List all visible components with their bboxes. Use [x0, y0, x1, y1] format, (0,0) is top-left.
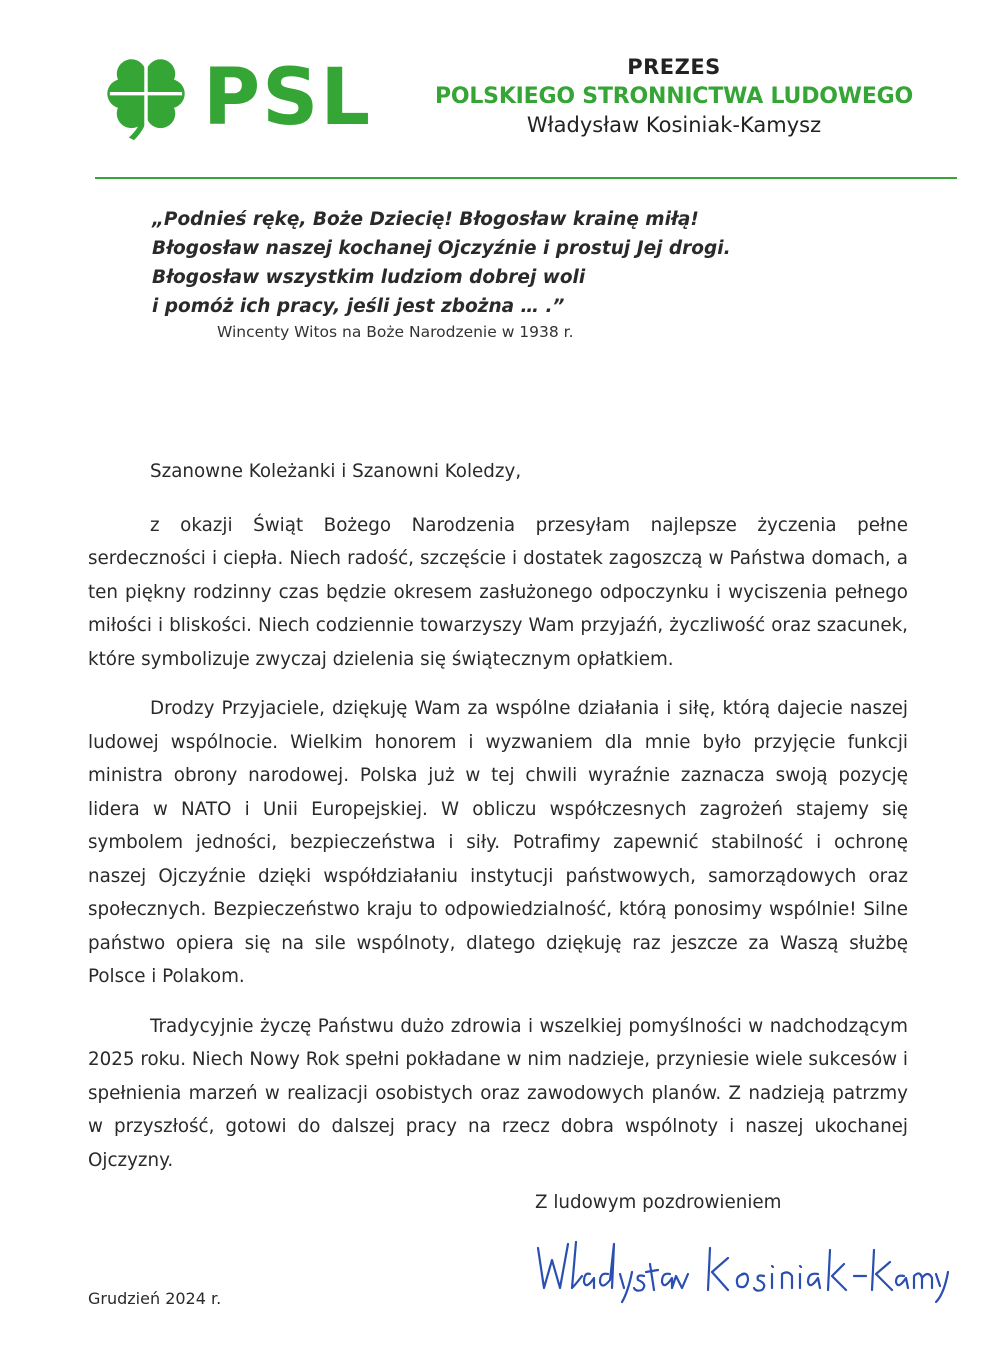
- greeting: Szanowne Koleżanki i Szanowni Koledzy,: [150, 461, 522, 482]
- clover-icon: [103, 55, 189, 141]
- letter-body: [88, 455, 908, 1193]
- title-name: Władysław Kosiniak-Kamysz: [526, 113, 822, 137]
- paragraph: Tradycyjnie życzę Państwu dużo zdrowia i wszelkiej pomyślności w nadchodzącym 2025 roku. Niech Nowy Rok spełni pokładane w nim nadzieje, przyniesie wiele sukcesów i spełnienia marzeń w realizacji osobistych oraz zawodowych planów. Z nadzieją patrzmy w przyszłość, gotowi do dalszej pracy na rzecz dobra wspólnoty i naszej ukochanej Ojczyzny.: [88, 1015, 908, 1171]
- quote-line: Błogosław naszej kochanej Ojczyźnie i prostuj Jej drogi.: [152, 238, 731, 259]
- title-party: POLSKIEGO STRONNICTWA LUDOWEGO: [434, 84, 914, 109]
- paragraph: z okazji Świąt Bożego Narodzenia przesyłam najlepsze życzenia pełne serdeczności i ciepła. Niech radość, szczęście i dostatek zagoszczą w Państwa domach, a ten piękny rodzinny czas będzie okresem zasłużonego odpoczynku i wyciszenia pełnego miłości i bliskości. Niech codziennie towarzyszy Wam przyjaźń, życzliwość oraz szacunek, które symbolizuje zwyczaj dzielenia się świątecznym opłatkiem.: [88, 514, 908, 670]
- logo-text: PSL: [203, 53, 373, 143]
- letterhead-title: [414, 55, 934, 137]
- epigraph-quote: [152, 205, 852, 341]
- header-divider: [95, 177, 957, 179]
- quote-attribution: Wincenty Witos na Boże Narodzenie w 1938 r.: [217, 323, 574, 341]
- quote-line: „Podnieś rękę, Boże Dziecię! Błogosław krainę miłą!: [152, 209, 699, 230]
- handwritten-signature: [532, 1230, 952, 1305]
- psl-logo: [103, 55, 372, 141]
- closing-salutation: Z ludowym pozdrowieniem: [535, 1192, 782, 1213]
- paragraph: Drodzy Przyjaciele, dziękuję Wam za wspólne działania i siłę, którą dajecie naszej ludowej wspólnocie. Wielkim honorem i wyzwaniem dla mnie było przyjęcie funkcji ministra obrony narodowej. Polska już w tej chwili wyraźnie zaznacza swoją pozycję lidera w NATO i Unii Europejskiej. W obliczu współczesnych zagrożeń stajemy się symbolem jedności, bezpieczeństwa i siły. Potrafimy zapewnić stabilność i ochronę naszej Ojczyźnie dzięki współdziałaniu instytucji państwowych, samorządowych oraz społecznych. Bezpieczeństwo kraju to odpowiedzialność, którą ponosimy wspólnie! Silne państwo opiera się na sile wspólnoty, dlatego dziękuję raz jeszcze za Waszą służbę Polsce i Polakom.: [88, 698, 908, 987]
- title-prezes: PREZES: [627, 55, 721, 79]
- quote-line: Błogosław wszystkim ludziom dobrej woli: [152, 267, 586, 288]
- letter-date: Grudzień 2024 r.: [88, 1289, 222, 1308]
- quote-line: i pomóż ich pracy, jeśli jest zbożna … .”: [152, 296, 565, 317]
